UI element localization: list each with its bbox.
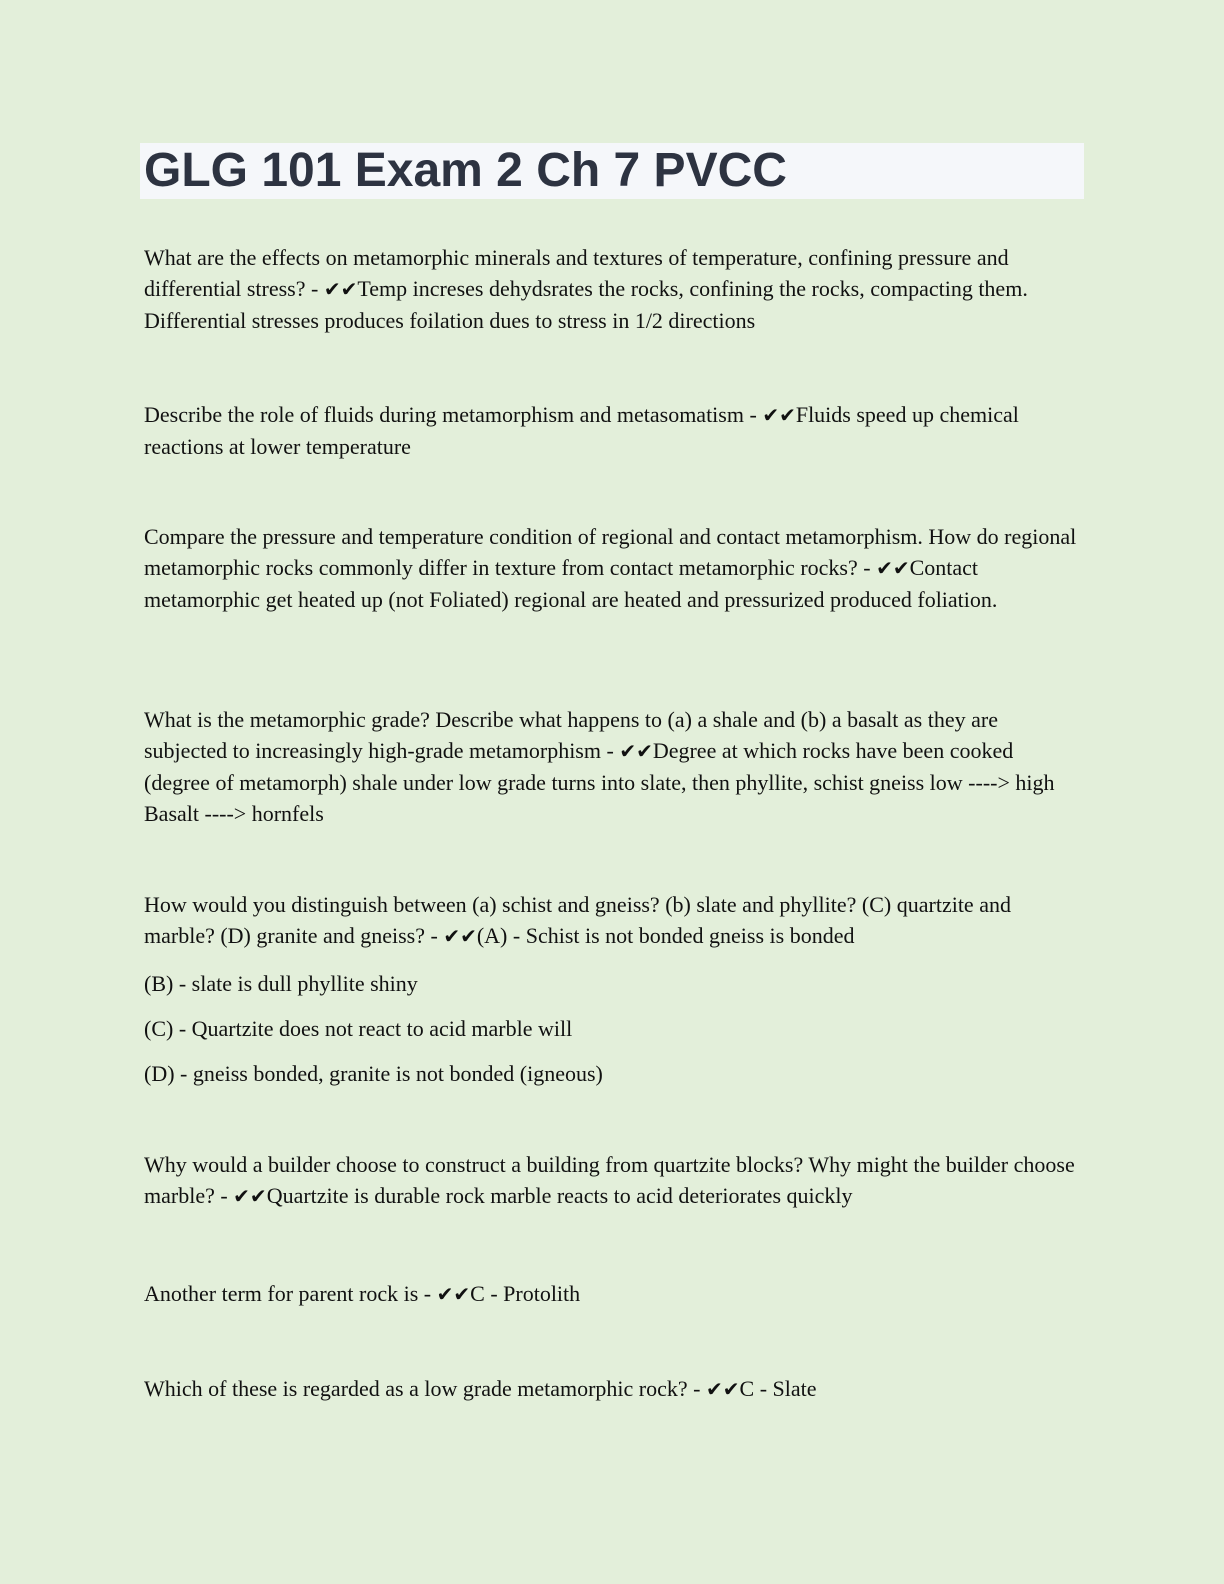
answer-text: C - Slate xyxy=(739,1376,817,1401)
check-mark-icon: ✔✔ xyxy=(443,924,477,948)
qa-item-5 xyxy=(144,889,1084,952)
question-text: Which of these is regarded as a low grade metamorphic rock? - xyxy=(144,1376,706,1401)
question-text: What is the metamorphic grade? Describe what happens to (a) a shale and (b) a basalt as they are subjected to increasingly high-grade metamorphism - xyxy=(144,707,998,763)
check-mark-icon: ✔✔ xyxy=(762,403,796,427)
question-text: Why would a builder choose to construct a building from quartzite blocks? Why might the builder choose marble? - xyxy=(144,1152,1075,1208)
check-mark-icon: ✔✔ xyxy=(436,1282,471,1306)
sub-answer-d: (D) - gneiss bonded, granite is not bonded (igneous) xyxy=(144,1061,603,1086)
qa-item-8 xyxy=(144,1373,1084,1405)
question-text: Describe the role of fluids during metamorphism and metasomatism - xyxy=(144,402,763,427)
answer-text: C - Protolith xyxy=(470,1281,581,1306)
question-text: Compare the pressure and temperature condition of regional and contact metamorphism. How do regional metamorphic rocks commonly differ in texture from contact metamorphic rocks? - xyxy=(144,524,1077,580)
check-mark-icon: ✔✔ xyxy=(706,1377,740,1401)
title-banner xyxy=(140,143,1084,199)
qa-item-7 xyxy=(144,1278,1084,1310)
sub-answer-b: (B) - slate is dull phyllite shiny xyxy=(144,971,418,996)
question-text: What are the effects on metamorphic minerals and textures of temperature, confining pressure and differential stress? - xyxy=(144,245,1009,301)
answer-text: Quartzite is durable rock marble reacts to acid deteriorates quickly xyxy=(266,1183,853,1208)
check-mark-icon: ✔✔ xyxy=(323,277,358,301)
answer-text: Temp increses dehydsrates the rocks, confining the rocks, compacting them. Differential stresses produces foilation dues to stress in 1/2 directions xyxy=(144,276,1028,333)
question-text: Another term for parent rock is - xyxy=(144,1281,437,1306)
qa-item-2 xyxy=(144,399,1084,462)
answer-text: Degree at which rocks have been cooked (degree of metamorph) shale under low grade turns into slate, then phyllite, schist gneiss low ----> high Basalt ----> hornfels xyxy=(144,738,1055,826)
qa-item-3 xyxy=(144,521,1084,615)
check-mark-icon: ✔✔ xyxy=(876,556,910,580)
question-text: How would you distinguish between (a) schist and gneiss? (b) slate and phyllite? (C) quartzite and marble? (D) granite and gneiss? - xyxy=(144,892,1011,948)
qa-item-4 xyxy=(144,704,1084,829)
answer-text: Contact metamorphic get heated up (not Foliated) regional are heated and pressurized produced foliation. xyxy=(144,555,998,612)
document-title: GLG 101 Exam 2 Ch 7 PVCC xyxy=(144,144,787,197)
sub-answer-c: (C) - Quartzite does not react to acid marble will xyxy=(144,1016,573,1041)
qa-item-6 xyxy=(144,1149,1084,1212)
check-mark-icon: ✔✔ xyxy=(619,739,653,763)
qa-item-1 xyxy=(144,242,1084,336)
answer-text: (A) - Schist is not bonded gneiss is bonded xyxy=(476,923,855,948)
check-mark-icon: ✔✔ xyxy=(233,1184,267,1208)
answer-text: Fluids speed up chemical reactions at lower temperature xyxy=(144,402,1019,459)
